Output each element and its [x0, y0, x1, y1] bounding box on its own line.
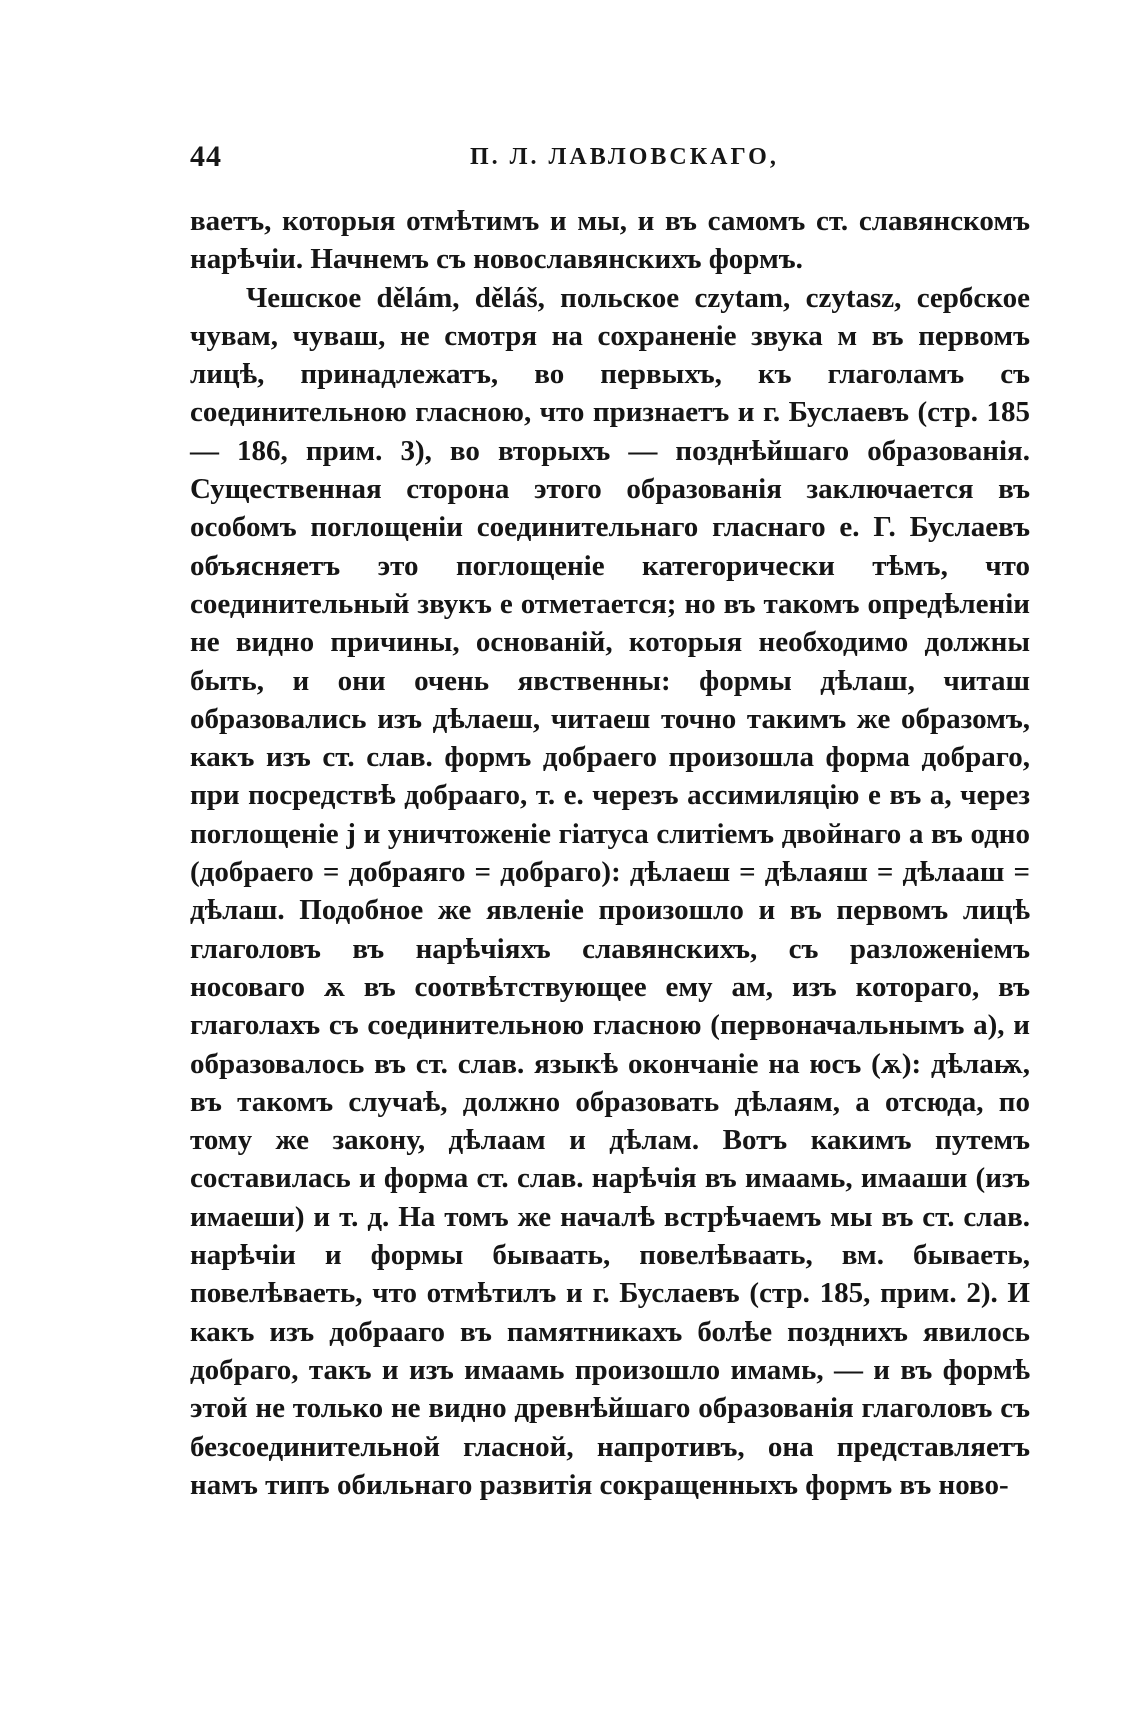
page-header — [190, 140, 1030, 180]
body-text — [190, 202, 1030, 1504]
paragraph-continuation: ваетъ, которыя отмѣтимъ и мы, и въ самомъ ст. славянскомъ нарѣчіи. Начнемъ съ новославянскихъ формъ. — [190, 205, 1030, 276]
paragraph: Чешское dělám, děláš, польское czytam, czytasz, сербское чувам, чуваш, не смотря на сохраненіе звука м въ первомъ лицѣ, принадлежатъ, во первыхъ, къ глаголамъ съ соединительною гласною, что признаетъ и г. Буслаевъ (стр. 185 — 186, прим. 3), во вторыхъ — позднѣйшаго образованія. Существенная сторона этого образованія заключается въ особомъ поглощеніи соединительнаго гласнаго е. Г. Буслаевъ объясняетъ это поглощеніе категорически тѣмъ, что соединительный звукъ е отметается; но въ такомъ опредѣленіи не видно причины, основаній, которыя необходимо должны быть, и они очень явственны: формы дѣлаш, читаш образовались изъ дѣлаеш, читаеш точно такимъ же образомъ, какъ изъ ст. слав. формъ добраего произошла форма добраго, при посредствѣ добрааго, т. е. черезъ ассимиляцію е въ а, через поглощеніе j и уничтоженіе гіатуса слитіемъ двойнаго а въ одно (добраего = добраяго = добраго): дѣлаеш = дѣлаяш = дѣлааш = дѣлаш. Подобное же явленіе произошло и въ первомъ лицѣ глаголовъ въ нарѣчіяхъ славянскихъ, съ разложеніемъ носоваго ѫ въ соотвѣтствующее ему ам, изъ котораго, въ глаголахъ съ соединительною гласною (первоначальнымъ а), и образовалось въ ст. слав. языкѣ окончаніе на юсъ (ѫ): дѣлаѭ, въ такомъ случаѣ, должно образовать дѣлаям, а отсюда, по тому же закону, дѣлаам и дѣлам. Вотъ какимъ путемъ составилась и форма ст. слав. нарѣчія въ имаамь, имааши (изъ имаеши) и т. д. На томъ же началѣ встрѣчаемъ мы въ ст. слав. нарѣчіи и формы бываать, повелѣваать, вм. бываеть, повелѣваеть, что отмѣтилъ и г. Буслаевъ (стр. 185, прим. 2). И какъ изъ добрааго въ памятникахъ болѣе позднихъ явилось добраго, такъ и изъ имаамь произошло имамь, — и въ формѣ этой не только не видно древнѣйшаго образованія глаголовъ съ безсоединительной гласной, напротивъ, она представляетъ намъ типъ обильнаго развитія сокращенныхъ формъ въ ново- — [190, 281, 1030, 1501]
page-number: 44 — [190, 140, 222, 173]
running-head: П. Л. ЛАВЛОВСКАГО, — [470, 144, 779, 170]
